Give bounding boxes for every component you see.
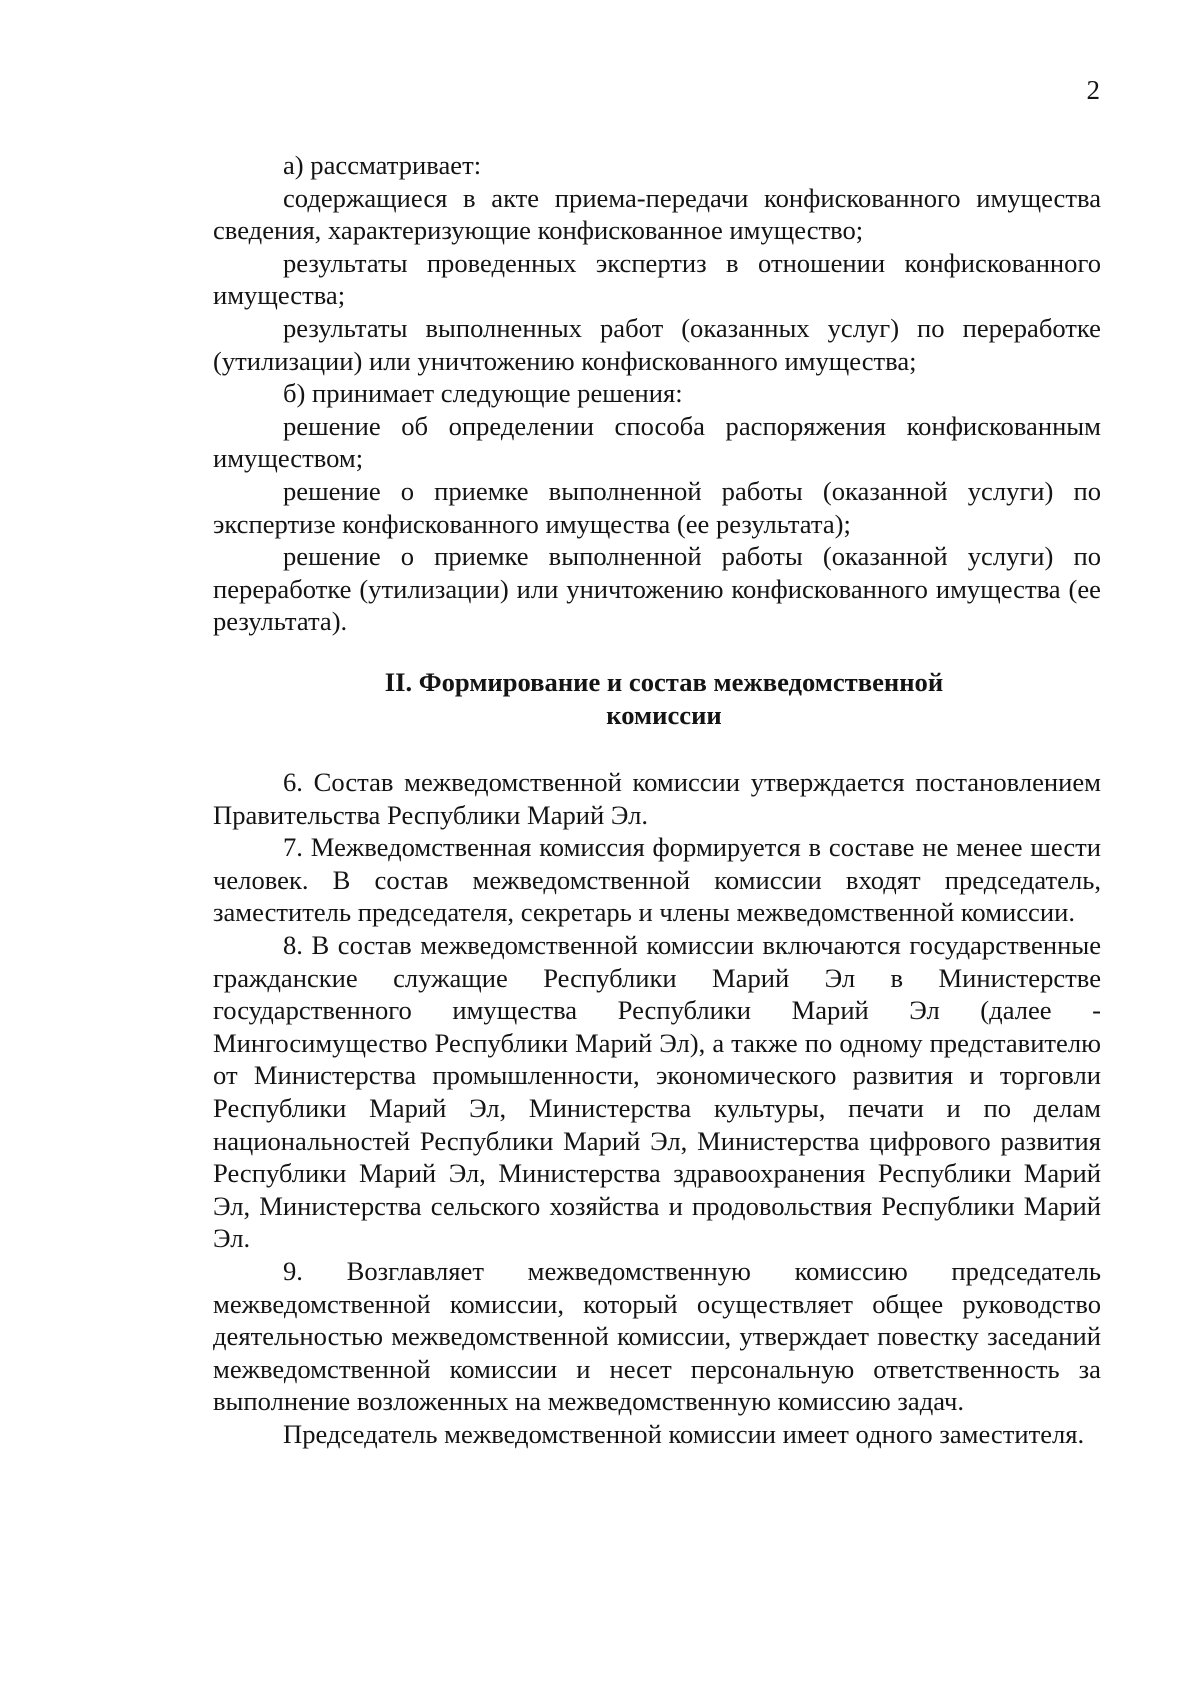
section-heading-line-2: комиссии	[606, 699, 722, 730]
paragraph-b-item-3: решение о приемке выполненной работы (оказанной услуги) по переработке (утилизации) или уничтожению конфискованного имущества (ее результата).	[213, 541, 1101, 637]
paragraph-a-item-1: содержащиеся в акте приема-передачи конфискованного имущества сведения, характеризующие конфискованное имущество;	[213, 182, 1101, 246]
document-body	[213, 149, 1101, 1451]
paragraph-9: 9. Возглавляет межведомственную комиссию председатель межведомственной комиссии, который осуществляет общее руководство деятельностью межведомственной комиссии, утверждает повестку заседаний межведомственной комиссии и несет персональную ответственность за выполнение возложенных на межведомственную комиссию задач.	[213, 1256, 1101, 1417]
paragraph-6: 6. Состав межведомственной комиссии утверждается постановлением Правительства Республики Марий Эл.	[213, 767, 1101, 830]
paragraph-b-item-2: решение о приемке выполненной работы (оказанной услуги) по экспертизе конфискованного имущества (ее результата);	[213, 475, 1101, 539]
section-heading-line-1: II. Формирование и состав межведомственной	[384, 666, 944, 697]
paragraph-a-item-2: результаты проведенных экспертиз в отношении конфискованного имущества;	[213, 247, 1101, 311]
paragraph-b-intro: б) принимает следующие решения:	[283, 378, 683, 409]
paragraph-9-deputy: Председатель межведомственной комиссии имеет одного заместителя.	[283, 1418, 1085, 1449]
paragraph-8: 8. В состав межведомственной комиссии включаются государственные гражданские служащие Республики Марий Эл в Министерстве государственного имущества Республики Марий Эл (далее - Мингосимущество Республики Марий Эл), а также по одному представителю от Министерства промышленности, экономического развития и торговли Республики Марий Эл, Министерства культуры, печати и по делам национальностей Республики Марий Эл, Министерства цифрового развития Республики Марий Эл, Министерства здравоохранения Республики Марий Эл, Министерства сельского хозяйства и продовольствия Республики Марий Эл.	[213, 930, 1101, 1254]
paragraph-7: 7. Межведомственная комиссия формируется в составе не менее шести человек. В состав межведомственной комиссии входят председатель, заместитель председателя, секретарь и члены межведомственной комиссии.	[213, 832, 1101, 928]
paragraph-a-intro: а) рассматривает:	[283, 150, 482, 180]
page-number: 2	[1086, 75, 1100, 105]
paragraph-b-item-1: решение об определении способа распоряжения конфискованным имуществом;	[213, 410, 1101, 474]
section-heading	[213, 666, 1101, 731]
paragraph-a-item-3: результаты выполненных работ (оказанных услуг) по переработке (утилизации) или уничтожению конфискованного имущества;	[213, 312, 1101, 376]
